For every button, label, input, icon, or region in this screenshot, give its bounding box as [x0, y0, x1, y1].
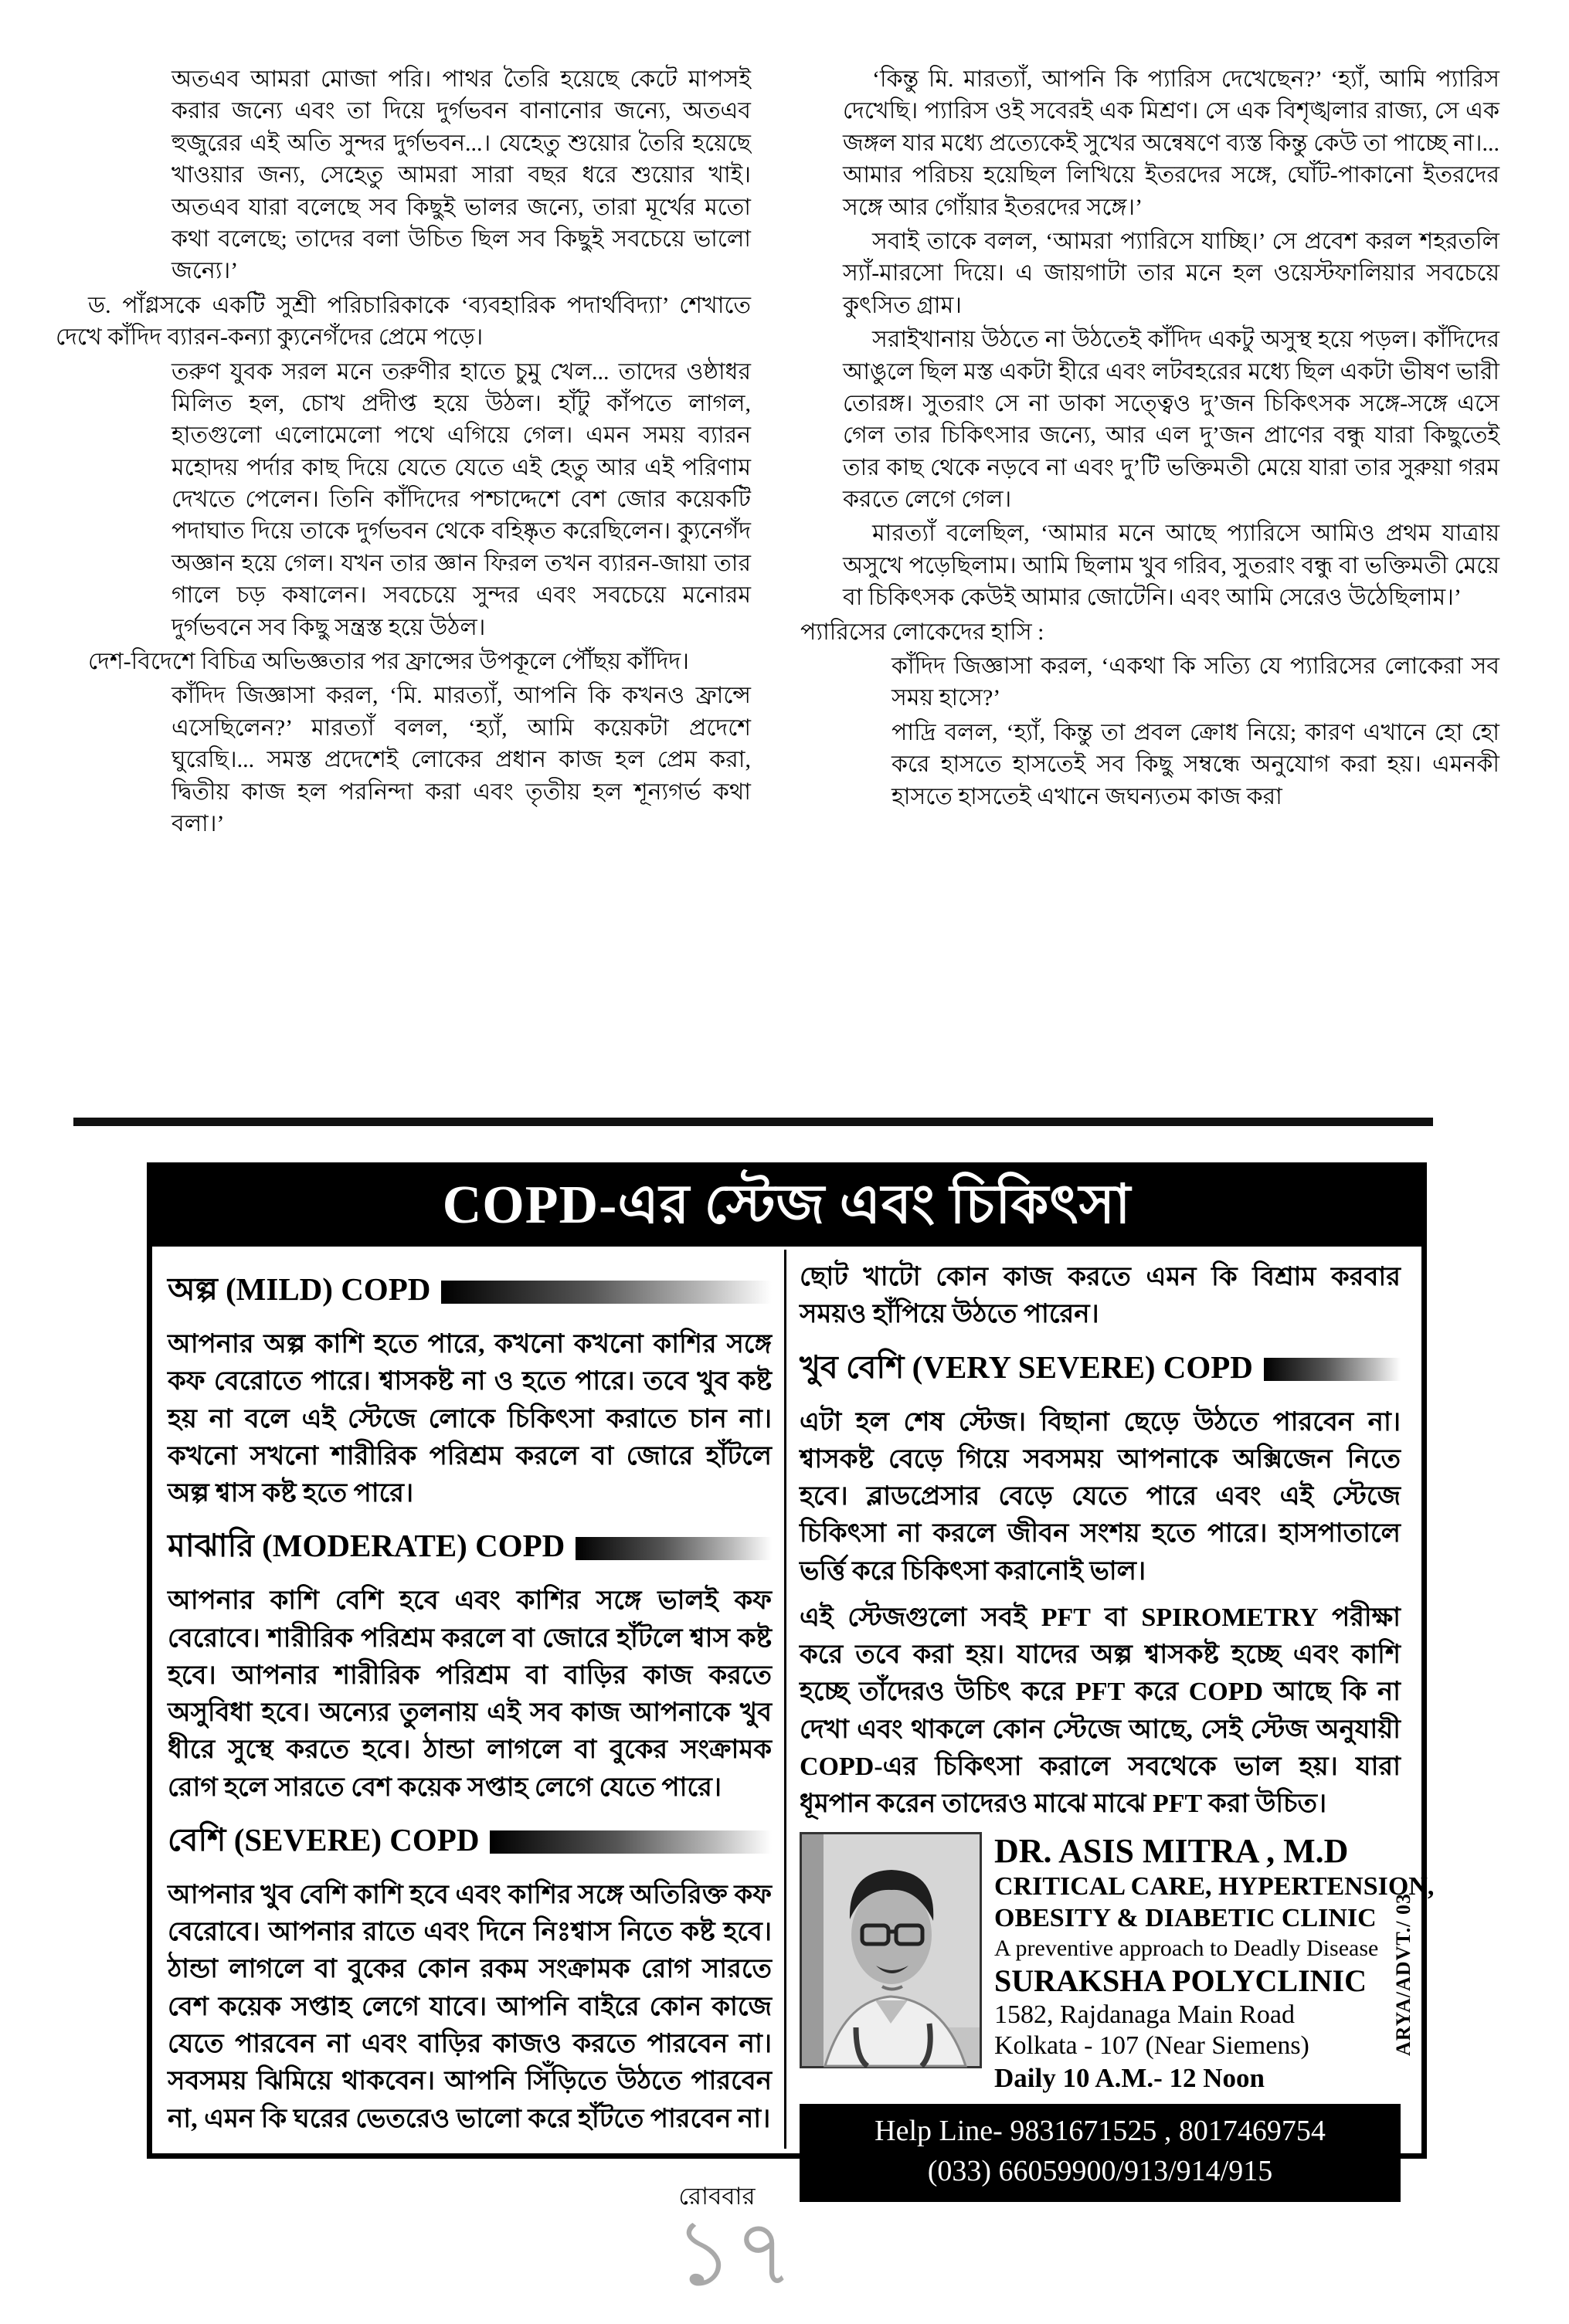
ad-column-left — [168, 1259, 772, 2147]
article-paragraph: কাঁদিদ জিজ্ঞাসা করল, ‘মি. মারত্যাঁ, আপনি কি কখনও ফ্রান্সে এসেছিলেন?’ মারত্যাঁ বলল, ‘হ্যাঁ, আমি কয়েকটা প্রদেশে ঘুরেছি।... সমস্ত প্রদেশেই লোকের প্রধান কাজ হল প্রেম করা, দ্বিতীয় কাজ হল পরনিন্দা করা এবং তৃতীয় হল শূন্যগর্ভ কথা বলা।’ — [172, 683, 751, 836]
clinic-hours: Daily 10 A.M.- 12 Noon — [994, 2063, 1265, 2094]
article-subheading: প্যারিসের লোকেদের হাসি : — [800, 619, 1044, 645]
ad-heading-label: বেশি (SEVERE) COPD — [168, 1821, 480, 1858]
gradient-bar — [441, 1281, 772, 1304]
clinic-address-line2: Kolkata - 107 (Near Siemens) — [994, 2031, 1309, 2061]
footer-day-label: রোববার — [678, 2183, 756, 2210]
article-paragraph: ড. পাঁগ্লসকে একটি সুশ্রী পরিচারিকাকে ‘ব্যবহারিক পদার্থবিদ্যা’ শেখাতে দেখে কাঁদিদ ব্যারন-কন্যা ক্যুনেগঁদের প্রেমে পড়ে। — [56, 292, 751, 351]
helpline-bar — [800, 2104, 1401, 2202]
doctor-speciality: OBESITY & DIABETIC CLINIC — [994, 1903, 1377, 1932]
doctor-info — [994, 1832, 1434, 2095]
ad-column-divider — [784, 1250, 786, 2149]
ad-section-body: এটা হল শেষ স্টেজ। বিছানা ছেড়ে উঠতে পারবেন না। শ্বাসকষ্ট বেড়ে গিয়ে সবসময় আপনাকে অক্সিজেন নিতে হবে। ব্লাডপ্রেসার বেড়ে যেতে পারে এবং এই স্টেজে চিকিৎসা না করলে জীবন সংশয় হতে পারে। হাসপাতালে ভর্ত্তি করে চিকিৎসা করানোই ভাল। — [800, 1407, 1401, 1586]
copd-advertisement — [147, 1162, 1435, 2187]
clinic-address-line1: 1582, Rajdanaga Main Road — [994, 2000, 1296, 2029]
article-paragraph: সরাইখানায় উঠতে না উঠতেই কাঁদিদ একটু অসুস্থ হয়ে পড়ল। কাঁদিদের আঙুলে ছিল মস্ত একটা হীরে এবং লটবহরের মধ্যে ছিল একটা ভীষণ ভারী তোরঙ্গ। সুতরাং সে না ডাকা সত্ত্বেও দু’জন চিকিৎসক সঙ্গে-সঙ্গে এসে গেল তার চিকিৎসার জন্যে, আর এল দু’জন প্রাণের বন্ধু যারা কিছুতেই তার কাছ থেকে নড়বে না এবং দু’টি ভক্তিমতী মেয়ে যারা তার সুরুয়া গরম করতে লেগে গেল। — [843, 327, 1499, 513]
ad-section-heading-very-severe — [800, 1343, 1401, 1396]
advt-code-vertical: ARYA/ADVT./ 03 — [1392, 1893, 1414, 2056]
helpline-numbers: Help Line- 9831671525 , 8017469754 — [874, 2115, 1326, 2148]
ad-section-body: ছোট খাটো কোন কাজ করতে এমন কি বিশ্রাম করবার সময়ও হাঁপিয়ে উঠতে পারেন। — [800, 1263, 1401, 1329]
gradient-bar — [576, 1537, 772, 1560]
doctor-speciality: CRITICAL CARE, HYPERTENSION, — [994, 1872, 1435, 1902]
ad-title: COPD-এর স্টেজ এবং চিকিৎসা — [152, 1168, 1421, 1247]
helpline-landline: (033) 66059900/913/914/915 — [927, 2154, 1273, 2187]
ad-section-heading-moderate — [168, 1522, 772, 1575]
article-paragraph: ‘কিন্তু মি. মারত্যাঁ, আপনি কি প্যারিস দেখেছেন?’ ‘হ্যাঁ, আমি প্যারিস দেখেছি। প্যারিস ওই সবেরই এক মিশ্রণ। সে এক বিশৃঙ্খলার রাজ্য, সে এক জঙ্গল যার মধ্যে প্রত্যেকেই সুখের অন্বেষণে ব্যস্ত কিন্তু কেউ তা পাচ্ছে না।... আমার পরিচয় হয়েছিল লিখিয়ে ইতরদের সঙ্গে, ঘোঁট-পাকানো ইতরদের সঙ্গে আর গোঁয়ার ইতরদের সঙ্গে।’ — [843, 66, 1499, 220]
ad-heading-label: খুব বেশি (VERY SEVERE) COPD — [800, 1349, 1253, 1385]
gradient-bar — [490, 1830, 772, 1854]
article-paragraph: দেশ-বিদেশে বিচিত্র অভিজ্ঞতার পর ফ্রান্সের উপকূলে পৌঁছয় কাঁদিদ। — [88, 649, 689, 675]
doctor-photo — [800, 1832, 982, 2068]
article-column-left — [56, 63, 751, 842]
article-paragraph: পাদ্রি বলল, ‘হ্যাঁ, কিন্তু তা প্রবল ক্রোধ নিয়ে; কারণ এখানে হো হো করে হাসতে হাসতেই সব কিছু সম্বন্ধে অনুযোগ করা হয়। এমনকী হাসতে হাসতেই এখানে জঘন্যতম কাজ করা — [891, 719, 1499, 809]
gradient-bar — [1264, 1358, 1401, 1381]
article-paragraph: মারত্যাঁ বলেছিল, ‘আমার মনে আছে প্যারিসে আমিও প্রথম যাত্রায় অসুখে পড়েছিলাম। আমি ছিলাম খুব গরিব, সুতরাং বন্ধু বা ভক্তিমতী মেয়ে বা চিকিৎসক কেউই আমার জোটেনি। এবং আমি সেরেও উঠেছিলাম।’ — [843, 521, 1499, 611]
ad-section-heading-severe — [168, 1816, 772, 1869]
page-number: ১৭ — [674, 2202, 794, 2305]
ad-section-body: আপনার অল্প কাশি হতে পারে, কখনো কখনো কাশির সঙ্গে কফ বেরোতে পারে। শ্বাসকষ্ট না ও হতে পারে। তবে খুব কষ্ট হয় না বলে এই স্টেজে লোকে চিকিৎসা করাতে চান না। কখনো সখনো শারীরিক পরিশ্রম করলে বা জোরে হাঁটলে অল্প শ্বাস কষ্ট হতে পারে। — [168, 1330, 772, 1508]
article-paragraph: কাঁদিদ জিজ্ঞাসা করল, ‘একথা কি সত্যি যে প্যারিসের লোকেরা সব সময় হাসে?’ — [891, 653, 1499, 711]
ad-pft-note: এই স্টেজগুলো সবই PFT বা SPIROMETRY পরীক্ষা করে তবে করা হয়। যাদের অল্প শ্বাসকষ্ট হচ্ছে এবং কাশি হচ্ছে তাঁদেরও উচিৎ করে PFT করে COPD আছে কি না দেখা এবং থাকলে কোন স্টেজে আছে, সেই স্টেজ অনুযায়ী COPD-এর চিকিৎসা করালে সবথেকে ভাল হয়। যারা ধূমপান করেন তাদেরও মাঝে মাঝে PFT করা উচিত। — [800, 1603, 1401, 1819]
ad-heading-label: অল্প (MILD) COPD — [168, 1271, 431, 1307]
ad-section-body: আপনার কাশি বেশি হবে এবং কাশির সঙ্গে ভালই কফ বেরোবে। শারীরিক পরিশ্রম করলে বা জোরে হাঁটলে শ্বাস কষ্ট হবে। আপনার শারীরিক পরিশ্রম বা বাড়ির কাজ করতে অসুবিধা হবে। অন্যের তুলনায় এই সব কাজ আপনাকে খুব ধীরে সুস্থে করতে হবে। ঠান্ডা লাগলে বা বুকের সংক্রামক রোগ হলে সারতে বেশ কয়েক সপ্তাহ লেগে যেতে পারে। — [168, 1586, 772, 1802]
ad-heading-label: মাঝারি (MODERATE) COPD — [168, 1528, 565, 1564]
ad-section-body: আপনার খুব বেশি কাশি হবে এবং কাশির সঙ্গে অতিরিক্ত কফ বেরোবে। আপনার রাতে এবং দিনে নিঃশ্বাস নিতে কষ্ট হবে। ঠান্ডা লাগলে বা বুকের কোন রকম সংক্রামক রোগ সারতে বেশ কয়েক সপ্তাহ লেগে যাবে। আপনি বাইরে কোন কাজে যেতে পারবেন না এবং বাড়ির কাজও করতে পারবেন না। সবসময় ঝিমিয়ে থাকবেন। আপনি সিঁড়িতে উঠতে পারবেন না, এমন কি ঘরের ভেতরেও ভালো করে হাঁটতে পারবেন না। — [168, 1880, 772, 2133]
doctor-tagline: A preventive approach to Deadly Disease — [994, 1935, 1379, 1961]
doctor-name: DR. ASIS MITRA , M.D — [994, 1832, 1349, 1871]
article-paragraph: অতএব আমরা মোজা পরি। পাথর তৈরি হয়েছে কেটে মাপসই করার জন্যে এবং তা দিয়ে দুর্গভবন বানানোর জন্যে, অতএব হুজুরের এই অতি সুন্দর দুর্গভবন...। যেহেতু শুয়োর তৈরি হয়েছে খাওয়ার জন্য, সেহেতু আমরা সারা বছর ধরে শুয়োর খাই। অতএব যারা বলেছে সব কিছুই ভালর জন্যে, তারা মূর্খের মতো কথা বলেছে; তাদের বলা উচিত ছিল সব কিছুই সবচেয়ে ভালো জন্যে।’ — [172, 66, 751, 284]
section-divider-rule — [73, 1118, 1433, 1126]
article-paragraph: তরুণ যুবক সরল মনে তরুণীর হাতে চুমু খেল... তাদের ওষ্ঠাধর মিলিত হল, চোখ প্রদীপ্ত হয়ে উঠল। হাঁটু কাঁপতে লাগল, হাতগুলো এলোমেলো পথে এগিয়ে গেল। এমন সময় ব্যারন মহোদয় পর্দার কাছ দিয়ে যেতে যেতে এই হেতু আর এই পরিণাম দেখতে পেলেন। তিনি কাঁদিদের পশ্চাদ্দেশে বেশ জোর কয়েকটি পদাঘাত দিয়ে তাকে দুর্গভবন থেকে বহিষ্কৃত করেছিলেন। ক্যুনেগঁদ অজ্ঞান হয়ে গেল। যখন তার জ্ঞান ফিরল তখন ব্যারন-জায়া তার গালে চড় কষালেন। সবচেয়ে সুন্দর এবং সবচেয়ে মনোরম দুর্গভবনে সব কিছু সন্ত্রস্ত হয়ে উঠল। — [172, 358, 751, 640]
ad-section-heading-mild — [168, 1265, 772, 1318]
clinic-name: SURAKSHA POLYCLINIC — [994, 1963, 1367, 1998]
article-column-right — [800, 63, 1499, 815]
article-paragraph: সবাই তাকে বলল, ‘আমরা প্যারিসে যাচ্ছি।’ সে প্রবেশ করল শহরতলি স্যাঁ-মারসো দিয়ে। এ জায়গাটা তার মনে হল ওয়েস্টফালিয়ার সবচেয়ে কুৎসিত গ্রাম। — [843, 228, 1499, 318]
